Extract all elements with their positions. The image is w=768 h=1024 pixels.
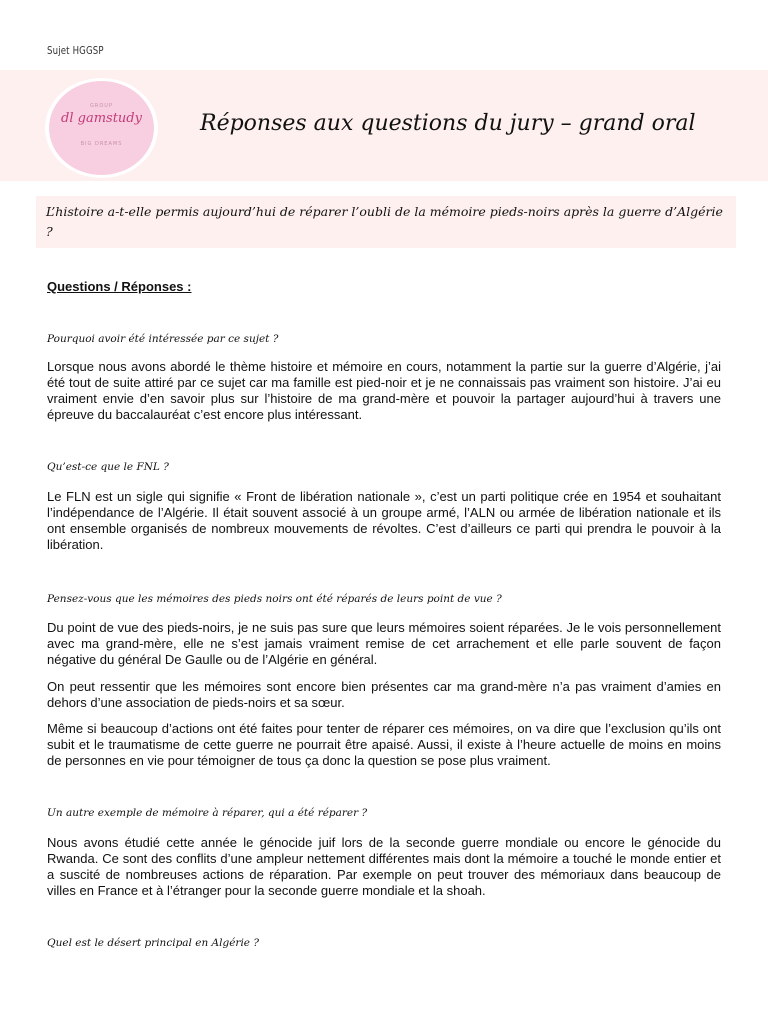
problem-statement: L’histoire a-t-elle permis aujourd’hui de réparer l’oubli de la mémoire pieds-noirs après la guerre d’Algérie ? — [46, 204, 723, 239]
document-title: Réponses aux questions du jury – grand oral — [200, 111, 696, 136]
answer-paragraph: Le FLN est un sigle qui signifie « Front de libération nationale », c’est un parti politique crée en 1954 et souhaitant l’indépendance de l’Algérie. Il était souvent associé à un groupe armé, l’ALN ou armée de libération nationale et ils ont ensemble organisés de nombreux mouvements de révoltes. C’est d’ailleurs ce parti qui prendra le pouvoir à la libération. — [47, 489, 721, 552]
problem-box — [36, 196, 736, 248]
subject-label: Sujet HGGSP — [47, 44, 104, 57]
answer-paragraph: Même si beaucoup d’actions ont été faites pour tenter de réparer ces mémoires, on va dire que l’exclusion qu’ils ont subit et le traumatisme de cette guerre ne pourrait être apaisé. Aussi, il existe à l’heure actuelle de moins en moins de personnes en vie pour témoigner de tous ça donc la question se pose plus vraiment. — [47, 721, 721, 768]
answer-paragraph: Lorsque nous avons abordé le thème histoire et mémoire en cours, notamment la partie sur la guerre d’Algérie, j’ai été tout de suite attiré par ce sujet car ma famille est pied-noir et je ne connaissais pas vraiment son histoire. J’ai eu vraiment envie d’en savoir plus sur l’histoire de ma grand-mère et pouvoir la partager aujourd’hui à travers une épreuve du baccalauréat c’est encore plus intéressant. — [47, 359, 721, 422]
logo-top-text: GROUP — [90, 103, 113, 109]
question-4: Un autre exemple de mémoire à réparer, qui a été réparer ? — [47, 807, 368, 819]
logo-bottom-text: BIG DREAMS — [80, 141, 123, 147]
question-5: Quel est le désert principal en Algérie ? — [47, 937, 259, 949]
question-3: Pensez-vous que les mémoires des pieds noirs ont été réparés de leurs point de vue ? — [47, 593, 502, 605]
answer-paragraph: Du point de vue des pieds-noirs, je ne suis pas sure que leurs mémoires soient réparées. Je le vois personnellement avec ma grand-mère, elle ne s’est jamais vraiment remise de cet arrachement et elle parle souvent de façon négative du général De Gaulle ou de l’Algérie en général. — [47, 620, 721, 667]
answer-paragraph: Nous avons étudié cette année le génocide juif lors de la seconde guerre mondiale ou encore le génocide du Rwanda. Ce sont des conflits d’une ampleur nettement différentes mais dont la mémoire a touché le monde entier et a suscité de nombreuses actions de réparation. Par exemple on peut trouver des mémoriaux dans beaucoup de villes en France et à l’étranger pour la seconde guerre mondiale et la shoah. — [47, 835, 721, 898]
logo-name: dl gamstudy — [61, 111, 142, 126]
logo — [49, 81, 154, 175]
section-heading: Questions / Réponses : — [47, 279, 192, 294]
answer-paragraph: On peut ressentir que les mémoires sont encore bien présentes car ma grand-mère n’a pas vraiment d’amies en dehors d’une association de pieds-noirs et sa sœur. — [47, 679, 721, 710]
question-2: Qu’est-ce que le FNL ? — [47, 461, 169, 473]
question-1: Pourquoi avoir été intéressée par ce sujet ? — [47, 333, 279, 345]
